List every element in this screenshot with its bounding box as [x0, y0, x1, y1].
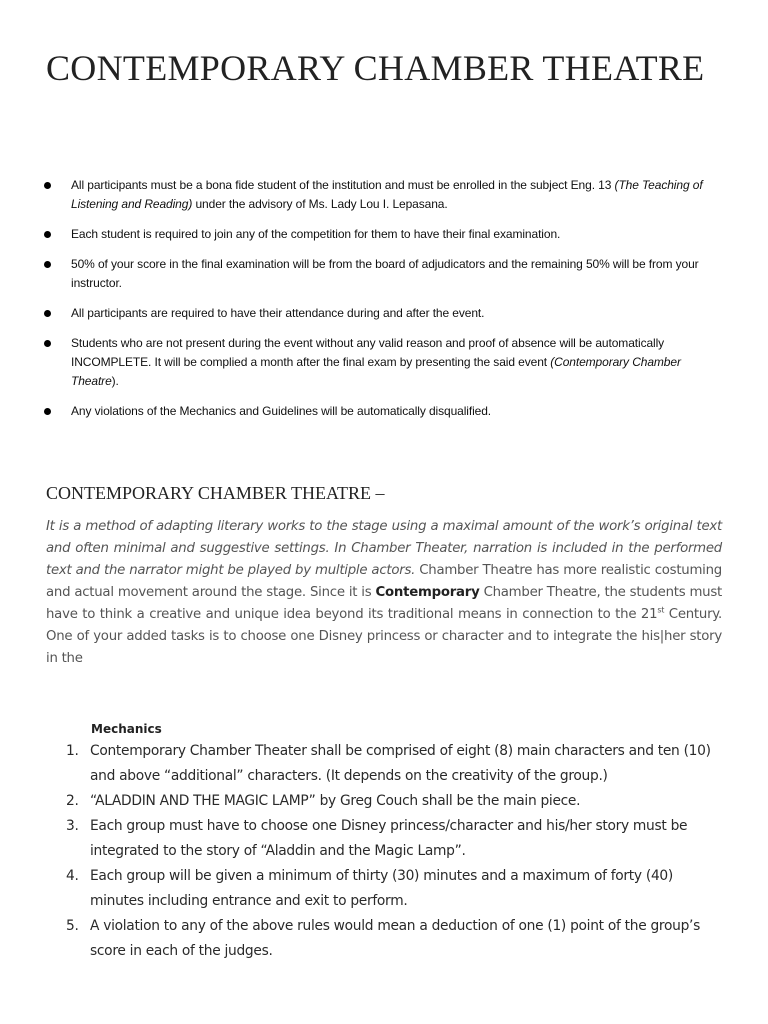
page-title: CONTEMPORARY CHAMBER THEATRE [46, 48, 705, 88]
item-text: Each group will be given a minimum of thirty (30) minutes and a maximum of forty (40) minutes including entrance and exit to perform. [90, 868, 673, 909]
item-number: 2. [66, 793, 79, 809]
rules-list [0, 176, 768, 432]
description-text: Century. One of your added tasks is to choose one Disney princess or character and to integrate the his|her story in the [46, 607, 722, 666]
description-text: Chamber Theatre has more realistic costuming and actual movement around the stage. Since it is [46, 563, 722, 600]
item-text: Each group must have to choose one Disney princess/character and his/her story must be integrated to the story of “Aladdin and the Magic Lamp”. [90, 818, 688, 859]
mechanics-heading: Mechanics [91, 722, 162, 736]
description-italic: It is a method of adapting literary works to the stage using a maximal amount of the work’s original text and often minimal and suggestive settings. In Chamber Theater, narration is included in the performed text and the narrator might be played by multiple actors. [46, 519, 722, 578]
mechanics-item [62, 864, 726, 914]
bullet-icon [44, 310, 51, 317]
mechanics-item [62, 789, 726, 814]
bullet-icon [44, 408, 51, 415]
description-text: Chamber Theatre, the students must have to think a creative and unique idea beyond its traditional means in connection to the 21 [46, 585, 722, 622]
rule-item [0, 334, 768, 391]
rule-text-italic: (Contemporary Chamber Theatre [71, 355, 681, 388]
item-text: “ALADDIN AND THE MAGIC LAMP” by Greg Couch shall be the main piece. [90, 793, 581, 809]
description-superscript: st [657, 605, 665, 615]
item-number: 1. [66, 743, 79, 759]
description-paragraph [46, 516, 722, 670]
bullet-icon [44, 182, 51, 189]
rule-item [0, 402, 768, 421]
item-number: 3. [66, 818, 79, 834]
rule-item [0, 304, 768, 323]
mechanics-item [62, 914, 726, 964]
rule-text: Each student is required to join any of the competition for them to have their final examination. [71, 227, 561, 241]
rule-text: All participants are required to have their attendance during and after the event. [71, 306, 485, 320]
bullet-icon [44, 261, 51, 268]
mechanics-item [62, 814, 726, 864]
item-text: Contemporary Chamber Theater shall be comprised of eight (8) main characters and ten (10) and above “additional” characters. (It depends on the creativity of the group.) [90, 743, 711, 784]
rule-item [0, 255, 768, 293]
mechanics-list [62, 739, 726, 964]
section-heading: CONTEMPORARY CHAMBER THEATRE – [46, 483, 385, 503]
rule-item [0, 225, 768, 244]
rule-text: under the advisory of Ms. Lady Lou I. Lepasana. [192, 197, 448, 211]
item-text: A violation to any of the above rules would mean a deduction of one (1) point of the group’s score in each of the judges. [90, 918, 701, 959]
mechanics-item [62, 739, 726, 789]
bullet-icon [44, 340, 51, 347]
item-number: 5. [66, 918, 79, 934]
rule-item [0, 176, 768, 214]
rule-text: ). [111, 374, 119, 388]
rule-text: Any violations of the Mechanics and Guidelines will be automatically disqualified. [71, 404, 492, 418]
description-bold: Contemporary [375, 585, 480, 600]
rule-text: Students who are not present during the event without any valid reason and proof of absence will be automatically INCOMPLETE. It will be complied a month after the final exam by presenting the said event [71, 336, 665, 369]
rule-text: All participants must be a bona fide student of the institution and must be enrolled in the subject Eng. 13 [71, 178, 615, 192]
rule-text-italic: (The Teaching of Listening and Reading) [71, 178, 703, 211]
item-number: 4. [66, 868, 79, 884]
bullet-icon [44, 231, 51, 238]
rule-text: 50% of your score in the final examination will be from the board of adjudicators and the remaining 50% will be from your instructor. [71, 257, 699, 290]
